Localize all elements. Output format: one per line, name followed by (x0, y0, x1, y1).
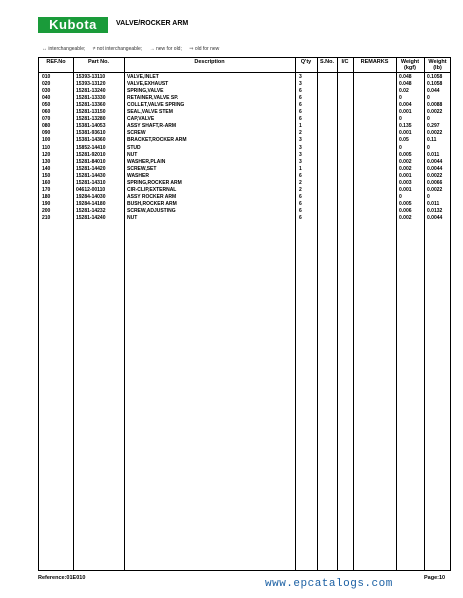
cell-wkgf: 0.001 (399, 130, 412, 137)
cell-desc: WASHER,PLAIN (127, 158, 166, 165)
legend-old-for-new: ⇒ old for new (189, 46, 220, 52)
page-number: Page:10 (424, 575, 446, 581)
col-part-no: Part No. (87, 59, 110, 65)
table-row (39, 74, 450, 81)
table-row (39, 215, 450, 222)
cell-wlb: 0 (427, 116, 430, 123)
table-row (39, 208, 450, 215)
table-row (39, 88, 450, 95)
cell-ref: 150 (42, 172, 51, 179)
cell-wlb: 0.0044 (427, 165, 443, 172)
cell-ref: 100 (42, 137, 51, 144)
cell-wlb: 0 (427, 95, 430, 102)
cell-desc: SPRING,ROCKER ARM (127, 179, 182, 186)
cell-qty: 2 (299, 186, 302, 193)
cell-wlb: 0.0066 (427, 179, 443, 186)
cell-part: 19284-14180 (76, 200, 106, 207)
cell-wlb: 0.297 (427, 123, 440, 130)
cell-part: 15281-84010 (76, 158, 106, 165)
cell-part: 15852-14410 (76, 144, 106, 151)
cell-qty: 6 (299, 116, 302, 123)
legend-not-interchangeable: ≠ not interchangeable; (92, 46, 143, 52)
cell-qty: 6 (299, 207, 302, 214)
cell-qty: 6 (299, 109, 302, 116)
cell-wlb: 0.0088 (427, 102, 443, 109)
cell-ref: 160 (42, 179, 51, 186)
cell-ref: 020 (42, 81, 51, 88)
table-row (39, 81, 450, 88)
cell-part: 15281-13150 (76, 109, 106, 116)
cell-wlb: 0.011 (427, 200, 440, 207)
cell-ref: 130 (42, 158, 51, 165)
cell-wkgf: 0.006 (399, 207, 412, 214)
table-row (39, 109, 450, 116)
cell-desc: CAP,VALVE (127, 116, 155, 123)
kubota-logo: Kubota (38, 17, 108, 33)
cell-part: 19284-14030 (76, 193, 106, 200)
cell-desc: VALVE,INLET (127, 74, 159, 80)
cell-desc: ASSY ROCKER ARM (127, 193, 177, 200)
cell-ref: 200 (42, 207, 51, 214)
cell-wlb: 0.0044 (427, 215, 443, 221)
cell-desc: NUT (127, 151, 138, 158)
cell-wkgf: 0.05 (399, 137, 409, 144)
cell-ref: 170 (42, 186, 51, 193)
cell-ref: 030 (42, 88, 51, 95)
cell-wkgf: 0 (399, 116, 402, 123)
cell-desc: BUSH,ROCKER ARM (127, 200, 177, 207)
cell-wlb: 0.11 (427, 137, 437, 144)
cell-part: 15281-92010 (76, 151, 106, 158)
cell-wlb: 0.0022 (427, 186, 443, 193)
cell-wkgf: 0.002 (399, 215, 412, 221)
cell-qty: 6 (299, 102, 302, 109)
table-row (39, 137, 450, 144)
cell-part: 15393-13120 (76, 81, 106, 88)
cell-part: 15281-14310 (76, 179, 106, 186)
cell-wlb: 0.0022 (427, 109, 443, 116)
cell-wlb: 0.0022 (427, 130, 443, 137)
cell-part: 15381-93610 (76, 130, 106, 137)
cell-part: 15381-14360 (76, 137, 106, 144)
legend-new-for-old: → new for old; (149, 46, 182, 52)
cell-wkgf: 0.048 (399, 74, 412, 80)
cell-wkgf: 0.02 (399, 88, 409, 95)
cell-wkgf: 0 (399, 95, 402, 102)
cell-qty: 6 (299, 215, 302, 221)
cell-desc: SCREW,ADJUSTING (127, 207, 176, 214)
table-row (39, 102, 450, 109)
cell-desc: SCREW,SET (127, 165, 157, 172)
table-row (39, 180, 450, 187)
cell-part: 15281-14240 (76, 215, 106, 221)
cell-wlb: 0.0132 (427, 207, 443, 214)
cell-ref: 210 (42, 215, 51, 221)
cell-wkgf: 0.003 (399, 179, 412, 186)
table-row (39, 187, 450, 194)
cell-ref: 040 (42, 95, 51, 102)
cell-ref: 120 (42, 151, 51, 158)
cell-wkgf: 0.002 (399, 165, 412, 172)
cell-wlb: 0.011 (427, 151, 440, 158)
cell-wlb: 0 (427, 193, 430, 200)
table-row (39, 173, 450, 180)
cell-wlb: 0.0044 (427, 158, 443, 165)
table-row (39, 130, 450, 137)
cell-wkgf: 0.135 (399, 123, 412, 130)
col-remarks: REMARKS (360, 59, 389, 65)
cell-part: 15281-13240 (76, 88, 106, 95)
cell-ref: 140 (42, 165, 51, 172)
cell-qty: 3 (299, 137, 302, 144)
cell-qty: 3 (299, 151, 302, 158)
cell-qty: 1 (299, 123, 302, 130)
cell-wkgf: 0.001 (399, 186, 412, 193)
cell-qty: 3 (299, 144, 302, 151)
table-row (39, 159, 450, 166)
cell-ref: 190 (42, 200, 51, 207)
cell-ref: 070 (42, 116, 51, 123)
table-row (39, 152, 450, 159)
cell-wlb: 0.1058 (427, 74, 443, 80)
cell-qty: 6 (299, 193, 302, 200)
cell-qty: 2 (299, 130, 302, 137)
cell-part: 15281-13330 (76, 95, 106, 102)
watermark: www.epcatalogs.com (265, 578, 393, 590)
cell-desc: STUD (127, 144, 141, 151)
parts-table (38, 57, 451, 571)
cell-part: 15281-13280 (76, 116, 106, 123)
cell-qty: 6 (299, 200, 302, 207)
cell-part: 15393-13110 (76, 74, 106, 80)
cell-ref: 110 (42, 144, 51, 151)
cell-wkgf: 0.005 (399, 151, 412, 158)
cell-part: 15381-14053 (76, 123, 106, 130)
reference-label: Reference:01E010 (38, 575, 86, 581)
cell-wlb: 0 (427, 144, 430, 151)
table-row (39, 166, 450, 173)
cell-ref: 060 (42, 109, 51, 116)
cell-wkgf: 0 (399, 144, 402, 151)
col-ic: I/C (341, 59, 349, 65)
cell-wlb: 0.0022 (427, 172, 443, 179)
table-row (39, 123, 450, 130)
cell-desc: VALVE,EXHAUST (127, 81, 169, 88)
cell-wlb: 0.1058 (427, 81, 443, 88)
cell-desc: CIR-CLIP,EXTERNAL (127, 186, 177, 193)
cell-desc: WASHER (127, 172, 149, 179)
col-ref: REF.No (46, 59, 66, 65)
table-row (39, 145, 450, 152)
table-row (39, 201, 450, 208)
col-qty: Q'ty (300, 59, 312, 65)
cell-wkgf: 0.004 (399, 102, 412, 109)
cell-qty: 2 (299, 179, 302, 186)
cell-desc: COLLET,VALVE SPRING (127, 102, 185, 109)
cell-part: 15281-14420 (76, 165, 106, 172)
cell-qty: 3 (299, 74, 302, 80)
col-sno: S.No. (319, 59, 335, 65)
cell-wkgf: 0 (399, 193, 402, 200)
cell-qty: 6 (299, 95, 302, 102)
cell-wkgf: 0.001 (399, 109, 412, 116)
cell-qty: 3 (299, 158, 302, 165)
table-row (39, 95, 450, 102)
cell-wkgf: 0.005 (399, 200, 412, 207)
cell-qty: 3 (299, 81, 302, 88)
cell-qty: 6 (299, 88, 302, 95)
cell-qty: 6 (299, 172, 302, 179)
legend-interchangeable: ↔ interchangeable; (42, 46, 86, 52)
table-row (39, 116, 450, 123)
cell-wkgf: 0.048 (399, 81, 412, 88)
col-weight-kgf: Weight (kgf) (400, 59, 420, 71)
cell-ref: 180 (42, 193, 51, 200)
col-description: Description (194, 59, 225, 65)
cell-desc: SEAL,VALVE STEM (127, 109, 173, 116)
cell-ref: 050 (42, 102, 51, 109)
cell-qty: 1 (299, 165, 302, 172)
cell-part: 15281-14430 (76, 172, 106, 179)
cell-desc: SPRING,VALVE (127, 88, 164, 95)
col-weight-lb: Weight (lb) (428, 59, 447, 71)
cell-desc: ASSY SHAFT,R-ARM (127, 123, 177, 130)
cell-ref: 080 (42, 123, 51, 130)
cell-ref: 010 (42, 74, 51, 80)
cell-desc: RETAINER,VALVE SP. (127, 95, 179, 102)
cell-desc: BRACKET,ROCKER ARM (127, 137, 187, 144)
table-row (39, 194, 450, 201)
cell-part: 15281-14232 (76, 207, 106, 214)
cell-desc: NUT (127, 215, 138, 221)
cell-desc: SCREW (127, 130, 146, 137)
cell-ref: 090 (42, 130, 51, 137)
legend (42, 46, 225, 52)
cell-part: 15281-13360 (76, 102, 106, 109)
cell-wlb: 0.044 (427, 88, 440, 95)
page-title: VALVE/ROCKER ARM (116, 20, 189, 27)
cell-wkgf: 0.002 (399, 158, 412, 165)
cell-wkgf: 0.001 (399, 172, 412, 179)
cell-part: 04612-00110 (76, 186, 106, 193)
